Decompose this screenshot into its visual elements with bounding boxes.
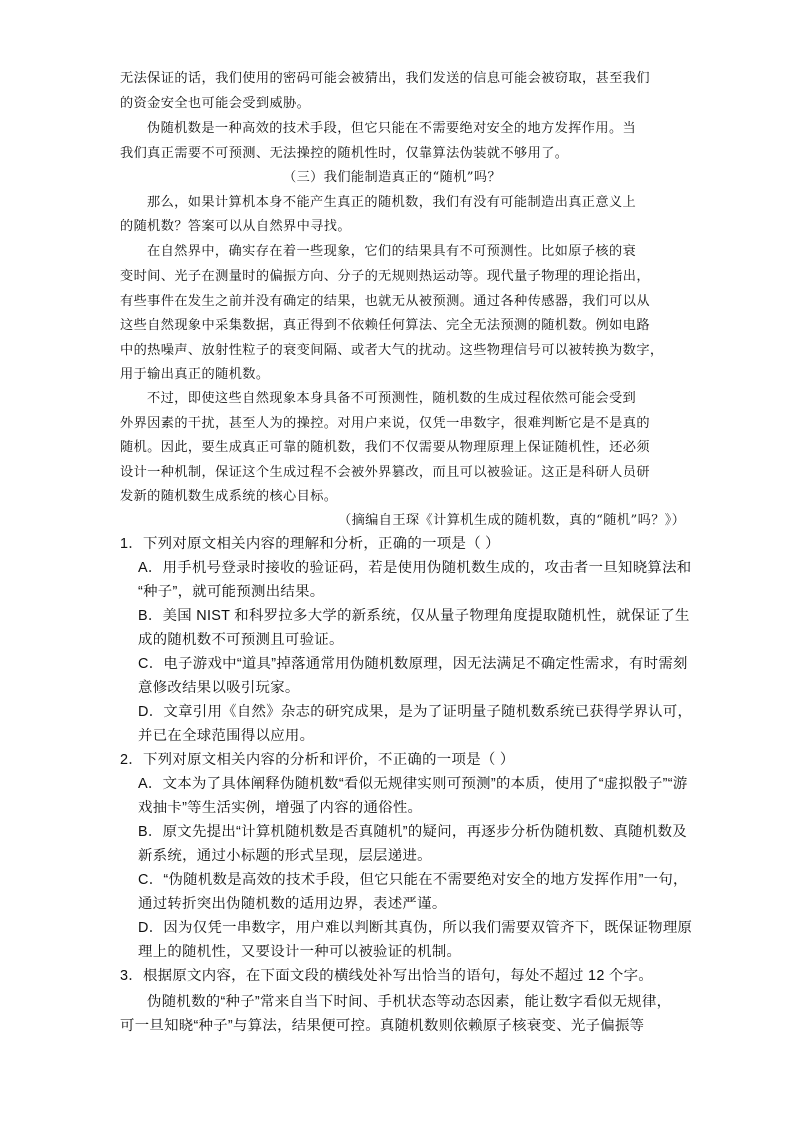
paragraph-line: 这些自然现象中采集数据，真正得到不依赖任何算法、完全无法预测的随机数。例如电路 — [120, 318, 650, 333]
paragraph-line: 外界因素的干扰，甚至人为的操控。对用户来说，仅凭一串数字，很难判断它是不是真的 — [120, 416, 650, 431]
paragraph-line: 伪随机数是一种高效的技术手段，但它只能在不需要绝对安全的地方发挥作用。当 — [147, 121, 637, 136]
question-stem: 1．下列对原文相关内容的理解和分析，正确的一项是（ ） — [120, 536, 500, 552]
paragraph-line: 有些事件在发生之前并没有确定的结果，也就无从被预测。通过各种传感器，我们可以从 — [120, 294, 650, 309]
paragraph-line: 用于输出真正的随机数。 — [120, 367, 270, 382]
question-stem: 2．下列对原文相关内容的分析和评价，不正确的一项是（ ） — [120, 752, 515, 768]
option-a-continued: “种子”，就可能预测出结果。 — [138, 584, 325, 600]
paragraph-line: 的资金安全也可能会受到威胁。 — [120, 96, 311, 111]
option-c-continued: 通过转折突出伪随机数的适用边界，表述严谨。 — [138, 896, 447, 912]
paragraph-line: 随机。因此，要生成真正可靠的随机数，我们不仅需要从物理原理上保证随机性，还必须 — [120, 440, 650, 455]
option-b-continued: 成的随机数不可预测且可验证。 — [138, 632, 344, 648]
question-stem: 3．根据原文内容，在下面文段的横线处补写出恰当的语句，每处不超过 12 个字。 — [120, 968, 653, 984]
option-b-continued: 新系统，通过小标题的形式呈现，层层递进。 — [138, 848, 432, 864]
option-b: B．美国 NIST 和科罗拉多大学的新系统，仅从量子物理角度提取随机性，就保证了生 — [138, 608, 690, 624]
option-d-continued: 并已在全球范围得以应用。 — [138, 728, 315, 744]
fill-in-paragraph-line: 可一旦知晓“种子”与算法，结果便可控。真随机数则依赖原子核衰变、光子偏振等 — [120, 1018, 645, 1034]
fill-in-paragraph-line: 伪随机数的“种子”常来自当下时间、手机状态等动态因素，能让数字看似无规律， — [147, 994, 672, 1010]
section-heading: （三）我们能制造真正的“随机”吗？ — [283, 170, 502, 185]
option-c: C．电子游戏中“道具”掉落通常用伪随机数原理，因无法满足不确定性需求，有时需刻 — [138, 656, 688, 672]
paragraph-line: 在自然界中，确实存在着一些现象，它们的结果具有不可预测性。比如原子核的衰 — [147, 244, 637, 259]
option-d: D．因为仅凭一串数字，用户难以判断其真伪，所以我们需要双管齐下，既保证物理原 — [138, 920, 693, 936]
paragraph-line: 我们真正需要不可预测、无法操控的随机性时，仅靠算法伪装就不够用了。 — [120, 146, 569, 161]
paragraph-line: 无法保证的话，我们使用的密码可能会被猜出，我们发送的信息可能会被窃取，甚至我们 — [120, 71, 650, 86]
option-a-continued: 戏抽卡”等生活实例，增强了内容的通俗性。 — [138, 800, 423, 816]
option-a: A．用手机号登录时接收的验证码，若是使用伪随机数生成的，攻击者一旦知晓算法和 — [138, 560, 692, 576]
paragraph-line: 中的热噪声、放射性粒子的衰变间隔、或者大气的扰动。这些物理信号可以被转换为数字， — [120, 343, 664, 358]
paragraph-line: 那么，如果计算机本身不能产生真正的随机数，我们有没有可能制造出真正意义上 — [147, 195, 637, 210]
option-c: C．“伪随机数是高效的技术手段，但它只能在不需要绝对安全的地方发挥作用”一句， — [138, 872, 688, 888]
option-b: B．原文先提出“计算机随机数是否真随机”的疑问，再逐步分析伪随机数、真随机数及 — [138, 824, 687, 840]
option-a: A．文本为了具体阐释伪随机数“看似无规律实则可预测”的本质，使用了“虚拟骰子”“游 — [138, 776, 688, 792]
paragraph-line: 变时间、光子在测量时的偏振方向、分子的无规则热运动等。现代量子物理的理论指出， — [120, 269, 650, 284]
paragraph-line: 的随机数？答案可以从自然界中寻找。 — [120, 219, 351, 234]
paragraph-line: 发新的随机数生成系统的核心目标。 — [120, 489, 338, 504]
option-c-continued: 意修改结果以吸引玩家。 — [138, 680, 300, 696]
option-d-continued: 理上的随机性，又要设计一种可以被验证的机制。 — [138, 944, 462, 960]
paragraph-line: 设计一种机制，保证这个生成过程不会被外界篡改，而且可以被验证。这正是科研人员研 — [120, 465, 650, 480]
option-d: D．文章引用《自然》杂志的研究成果，是为了证明量子随机数系统已获得学界认可， — [138, 704, 693, 720]
source-citation: （摘编自王琛《计算机生成的随机数，真的“随机”吗？》） — [338, 513, 686, 528]
paragraph-line: 不过，即使这些自然现象本身具备不可预测性，随机数的生成过程依然可能会受到 — [147, 391, 637, 406]
